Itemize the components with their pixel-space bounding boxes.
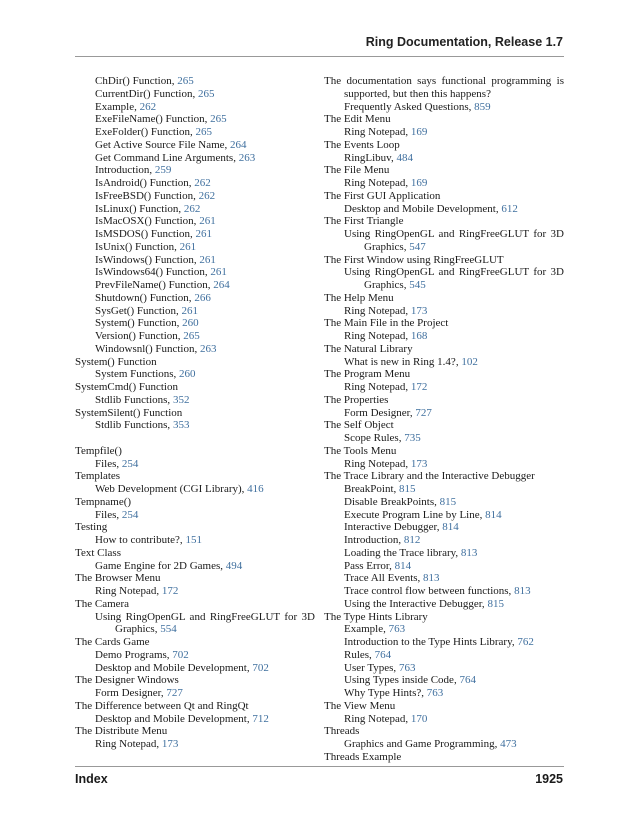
page-link[interactable]: 815: [399, 483, 416, 495]
index-entry-text: IsWindows64() Function,: [95, 266, 211, 279]
page-link[interactable]: 814: [394, 559, 412, 572]
index-subentry: [75, 292, 315, 305]
page-link[interactable]: 702: [172, 648, 189, 661]
index-entry: [75, 356, 315, 369]
index-entry-text: Introduction to the Type Hints Library,: [344, 636, 518, 648]
index-subentry: [324, 521, 564, 534]
index-entry-text: ExeFileName() Function,: [95, 113, 211, 126]
page-link[interactable]: 261: [210, 266, 227, 279]
index-entry: [75, 700, 315, 713]
index-entry-text: The Tools Menu: [324, 444, 397, 457]
index-subentry: [324, 177, 564, 190]
index-entry-text: Disable BreakPoints,: [344, 495, 440, 508]
index-entry-text: The View Menu: [324, 699, 396, 712]
index-entry: [324, 725, 564, 738]
index-subentry: [324, 458, 564, 471]
page-link[interactable]: 151: [185, 534, 202, 546]
page-link[interactable]: 261: [195, 228, 213, 240]
index-entry: [324, 368, 564, 381]
index-subentry: [324, 356, 564, 369]
index-entry: [324, 394, 564, 407]
index-subentry: [75, 662, 315, 675]
index-subentry: [324, 636, 564, 649]
page-link[interactable]: 266: [194, 291, 211, 304]
page-link[interactable]: 812: [403, 534, 421, 546]
index-subentry: [75, 126, 315, 139]
index-entry-text: Get Active Source File Name,: [95, 138, 231, 151]
index-subentry: [324, 266, 564, 292]
running-header-title: Ring Documentation, Release 1.7: [365, 35, 563, 49]
page-link[interactable]: 254: [121, 508, 139, 521]
page-link[interactable]: 762: [517, 636, 534, 648]
index-entry-text: Game Engine for 2D Games,: [95, 559, 226, 572]
page-link[interactable]: 859: [474, 100, 491, 113]
index-entry-text: Ring Notepad,: [344, 712, 411, 725]
page-link[interactable]: 353: [172, 419, 190, 432]
index-entry-text: Rules,: [344, 648, 375, 661]
index-entry-text: SystemSilent() Function: [75, 406, 183, 419]
index-subentry: [75, 75, 315, 88]
page-link[interactable]: 261: [199, 253, 216, 266]
page-link[interactable]: 254: [121, 457, 139, 470]
index-entry-text: The Trace Library and the Interactive Debugger: [324, 470, 535, 483]
index-entry-text: System() Function: [75, 355, 157, 368]
index-entry-text: Introduction,: [344, 534, 404, 546]
index-entry: [324, 343, 564, 356]
index-entry-text: CurrentDir() Function,: [95, 87, 198, 100]
page-link[interactable]: 814: [442, 521, 459, 534]
index-subentry: [75, 343, 315, 356]
index-subentry: [75, 368, 315, 381]
index-entry-text: The Edit Menu: [324, 113, 391, 126]
index-entry: [324, 317, 564, 330]
page-link[interactable]: 172: [161, 585, 179, 597]
index-subentry: [75, 419, 315, 432]
index-entry: [75, 674, 315, 687]
index-entry-text: Execute Program Line by Line,: [344, 508, 486, 521]
index-subentry: [324, 713, 564, 726]
page-link[interactable]: 813: [460, 546, 478, 559]
index-entry-text: ChDir() Function,: [95, 75, 178, 87]
page-link[interactable]: 169: [410, 177, 428, 189]
index-entry: [75, 407, 315, 420]
index-entry-text: Tempfile(): [75, 444, 122, 457]
index-entry-text: Threads Example: [324, 750, 402, 763]
index-subentry: [324, 674, 564, 687]
header-rule: [75, 56, 564, 57]
index-entry: [324, 611, 564, 624]
index-subentry: [75, 317, 315, 330]
index-entry-text: IsLinux() Function,: [95, 202, 184, 215]
index-entry: [75, 445, 315, 458]
index-entry-text: The First Window using RingFreeGLUT: [324, 253, 504, 266]
index-entry-text: BreakPoint,: [344, 483, 399, 495]
index-entry-text: Ring Notepad,: [344, 457, 411, 470]
index-entry-text: The Self Object: [324, 419, 394, 432]
page-link[interactable]: 727: [166, 687, 183, 699]
index-entry: [75, 470, 315, 483]
index-entry-text: ExeFolder() Function,: [95, 126, 196, 138]
index-entry-text: System() Function,: [95, 317, 183, 330]
page-link[interactable]: 612: [501, 202, 518, 215]
index-entry: [75, 496, 315, 509]
index-entry-text: IsWindows() Function,: [95, 253, 200, 266]
footer-section-label: Index: [75, 772, 108, 786]
index-entry-text: Trace control flow between functions,: [344, 585, 515, 597]
index-entry-text: Version() Function,: [95, 330, 184, 342]
page-link[interactable]: 168: [410, 330, 428, 342]
index-entry: [75, 598, 315, 611]
index-subentry: [324, 623, 564, 636]
index-subentry: [324, 534, 564, 547]
page-link[interactable]: 265: [177, 75, 194, 87]
page-link[interactable]: 727: [415, 406, 432, 419]
index-entry-text: IsMacOSX() Function,: [95, 215, 200, 228]
index-entry-text: The File Menu: [324, 164, 390, 177]
page-link[interactable]: 815: [439, 495, 457, 508]
index-subentry: [75, 585, 315, 598]
index-entry: [324, 254, 564, 267]
index-subentry: [75, 215, 315, 228]
index-entry: [75, 381, 315, 394]
index-entry-text: How to contribute?,: [95, 534, 186, 546]
page-link[interactable]: 265: [210, 113, 227, 126]
page-link[interactable]: 262: [183, 202, 201, 215]
index-subentry: [75, 101, 315, 114]
index-entry-text: Text Class: [75, 546, 121, 559]
index-subentry: [324, 407, 564, 420]
index-subentry: [324, 509, 564, 522]
index-entry-text: The Difference between Qt and RingQt: [75, 699, 249, 712]
index-entry-text: Using RingOpenGL and RingFreeGLUT for 3D Graphics,: [344, 266, 564, 291]
index-entry-text: The Program Menu: [324, 368, 411, 381]
footer-page-number: 1925: [535, 772, 563, 786]
index-entry-text: IsUnix() Function,: [95, 240, 180, 253]
index-entry-text: SystemCmd() Function: [75, 381, 178, 393]
page-link[interactable]: 261: [181, 304, 198, 317]
page-link[interactable]: 262: [139, 100, 157, 113]
page-link[interactable]: 265: [197, 87, 215, 100]
index-subentry: [75, 190, 315, 203]
index-entry-text: Shutdown() Function,: [95, 291, 195, 304]
index-entry-text: The Main File in the Project: [324, 317, 449, 330]
index-entry-text: Desktop and Mobile Development,: [95, 712, 253, 725]
index-entry-text: RingLibuv,: [344, 151, 397, 164]
index-entry-text: What is new in Ring 1.4?,: [344, 355, 462, 368]
page-link[interactable]: 169: [410, 126, 428, 138]
index-subentry: [324, 483, 564, 496]
index-subentry: [75, 203, 315, 216]
page-link[interactable]: 261: [199, 215, 216, 228]
index-entry-text: System Functions,: [95, 368, 180, 381]
index-subentry: [75, 139, 315, 152]
index-entry: [75, 572, 315, 585]
page-link[interactable]: 173: [410, 457, 428, 470]
index-entry: [324, 419, 564, 432]
index-entry-text: Windowsnl() Function,: [95, 342, 200, 355]
index-entry-text: The Properties: [324, 393, 389, 406]
index-entry-text: Why Type Hints?,: [344, 687, 427, 699]
page-link[interactable]: 265: [195, 126, 213, 138]
index-entry-text: Tempname(): [75, 495, 132, 508]
page-link[interactable]: 170: [410, 712, 428, 725]
index-entry-text: Using the Interactive Debugger,: [344, 597, 488, 610]
page-link[interactable]: 259: [154, 164, 172, 177]
index-subentry: [75, 560, 315, 573]
index-entry-text: Desktop and Mobile Development,: [344, 202, 502, 215]
index-entry: [324, 700, 564, 713]
page-link[interactable]: 813: [514, 585, 531, 597]
index-entry-text: Trace All Events,: [344, 572, 424, 585]
index-entry: [75, 725, 315, 738]
index-subentry: [324, 330, 564, 343]
page-link[interactable]: 484: [396, 151, 413, 164]
index-entry-text: Interactive Debugger,: [344, 521, 443, 534]
index-subentry: [75, 266, 315, 279]
index-entry-text: The Browser Menu: [75, 572, 161, 585]
page-link[interactable]: 264: [213, 279, 230, 291]
index-entry: [324, 292, 564, 305]
page-link[interactable]: 260: [179, 368, 196, 381]
index-entry-text: Ring Notepad,: [344, 381, 411, 393]
index-subentry: [324, 585, 564, 598]
page-link[interactable]: 102: [461, 355, 478, 368]
index-subentry: [75, 152, 315, 165]
page-link[interactable]: 554: [160, 623, 177, 636]
index-subentry: [75, 228, 315, 241]
index-entry-text: The documentation says functional programming is supported, but then this happens?: [324, 75, 564, 100]
index-entry: [75, 547, 315, 560]
page-link[interactable]: 473: [500, 738, 517, 750]
index-subentry: [324, 152, 564, 165]
page-link[interactable]: 814: [485, 508, 502, 521]
index-subentry: [324, 738, 564, 751]
index-entry-text: The Type Hints Library: [324, 610, 428, 623]
index-entry: [75, 521, 315, 534]
index-entry-text: IsMSDOS() Function,: [95, 228, 196, 240]
page-link[interactable]: 260: [182, 317, 199, 330]
index-entry-text: Ring Notepad,: [95, 585, 162, 597]
index-entry-text: Get Command Line Arguments,: [95, 151, 239, 164]
index-column-left: [75, 75, 315, 751]
index-subentry: [75, 330, 315, 343]
index-entry-text: The Natural Library: [324, 342, 413, 355]
index-subentry: [324, 662, 564, 675]
index-entry-text: Ring Notepad,: [95, 738, 162, 750]
page-link[interactable]: 494: [225, 559, 243, 572]
page-link[interactable]: 763: [398, 661, 416, 674]
index-entry-text: Form Designer,: [344, 406, 416, 419]
index-entry: [324, 751, 564, 764]
index-entry-text: The Camera: [75, 597, 130, 610]
index-entry-text: Files,: [95, 457, 122, 470]
index-entry-text: Demo Programs,: [95, 648, 173, 661]
page-link[interactable]: 764: [459, 674, 476, 687]
index-entry-text: The Designer Windows: [75, 674, 179, 687]
page-link[interactable]: 263: [238, 151, 256, 164]
index-entry-text: SysGet() Function,: [95, 304, 182, 317]
index-entry-text: Ring Notepad,: [344, 330, 411, 342]
index-entry-text: Web Development (CGI Library),: [95, 483, 248, 495]
index-subentry: [324, 649, 564, 662]
index-entry-text: Example,: [344, 623, 389, 636]
page-link[interactable]: 261: [179, 240, 197, 253]
index-subentry: [324, 687, 564, 700]
index-entry: [324, 215, 564, 228]
page-link[interactable]: 763: [388, 623, 406, 636]
index-entry-text: Stdlib Functions,: [95, 419, 173, 432]
index-entry-text: The Events Loop: [324, 138, 400, 151]
index-entry-text: Threads: [324, 725, 360, 738]
index-column-right: [324, 75, 564, 764]
index-entry-text: Desktop and Mobile Development,: [95, 661, 253, 674]
index-subentry: [75, 509, 315, 522]
index-subentry: [324, 432, 564, 445]
page-link[interactable]: 172: [410, 381, 428, 393]
index-subentry: [75, 534, 315, 547]
index-entry-text: Loading the Trace library,: [344, 546, 461, 559]
page-link[interactable]: 815: [487, 597, 504, 610]
index-entry-text: Ring Notepad,: [344, 126, 411, 138]
index-entry-text: Using Types inside Code,: [344, 674, 460, 687]
page-link[interactable]: 763: [426, 687, 444, 699]
index-subentry: [75, 687, 315, 700]
index-entry-text: Example,: [95, 100, 140, 113]
index-subentry: [75, 611, 315, 637]
page-link[interactable]: 173: [410, 304, 428, 317]
index-subentry: [75, 164, 315, 177]
index-subentry: [75, 241, 315, 254]
footer-rule: [75, 766, 564, 767]
index-entry-text: Templates: [75, 470, 121, 483]
index-entry-text: IsFreeBSD() Function,: [95, 189, 199, 202]
index-subentry: [324, 305, 564, 318]
index-entry-text: Testing: [75, 521, 108, 534]
page-link[interactable]: 545: [409, 279, 426, 291]
index-subentry: [324, 203, 564, 216]
index-entry: [324, 75, 564, 101]
index-entry: [324, 139, 564, 152]
index-entry-text: Using RingOpenGL and RingFreeGLUT for 3D Graphics,: [344, 228, 564, 253]
page-link[interactable]: 262: [198, 189, 216, 202]
index-entry-text: Introduction,: [95, 164, 155, 177]
page-link[interactable]: 352: [172, 393, 190, 406]
page-link[interactable]: 262: [194, 177, 211, 189]
index-entry-text: The Help Menu: [324, 291, 394, 304]
index-entry-text: Ring Notepad,: [344, 304, 411, 317]
index-entry: [324, 190, 564, 203]
index-subentry: [324, 547, 564, 560]
page-link[interactable]: 712: [252, 712, 269, 725]
index-entry: [75, 636, 315, 649]
page-link[interactable]: 264: [230, 138, 247, 151]
index-subentry: [75, 177, 315, 190]
index-entry: [324, 445, 564, 458]
page-link[interactable]: 173: [161, 738, 179, 750]
index-entry: [324, 113, 564, 126]
index-entry-text: User Types,: [344, 661, 399, 674]
index-subentry: [324, 560, 564, 573]
index-subentry: [75, 649, 315, 662]
page-link[interactable]: 547: [409, 240, 426, 253]
index-entry-text: The First Triangle: [324, 215, 404, 228]
index-entry-text: Pass Error,: [344, 559, 395, 572]
index-subentry: [75, 254, 315, 267]
index-entry-text: The Distribute Menu: [75, 725, 168, 738]
index-entry-text: Frequently Asked Questions,: [344, 100, 475, 113]
index-subentry: [324, 598, 564, 611]
index-subentry: [75, 394, 315, 407]
index-entry-text: Form Designer,: [95, 687, 167, 699]
index-subentry: [75, 458, 315, 471]
index-entry-text: PrevFileName() Function,: [95, 279, 214, 291]
index-subentry: [75, 738, 315, 751]
index-subentry: [75, 113, 315, 126]
page-link[interactable]: 416: [247, 483, 264, 495]
index-entry-text: Files,: [95, 508, 122, 521]
index-entry-text: Graphics and Game Programming,: [344, 738, 501, 750]
index-subentry: [324, 126, 564, 139]
index-subentry: [324, 228, 564, 254]
index-entry: [324, 470, 564, 483]
index-subentry: [324, 572, 564, 585]
index-subentry: [75, 279, 315, 292]
page-link[interactable]: 702: [252, 661, 269, 674]
index-subentry: [75, 483, 315, 496]
index-entry-text: Ring Notepad,: [344, 177, 411, 189]
page-link[interactable]: 265: [183, 330, 200, 342]
index-subentry: [75, 713, 315, 726]
page-link[interactable]: 263: [199, 342, 217, 355]
index-subentry: [324, 381, 564, 394]
index-subentry: [75, 305, 315, 318]
page-link[interactable]: 735: [404, 432, 421, 444]
page-link[interactable]: 813: [423, 572, 440, 585]
index-subentry: [75, 88, 315, 101]
index-subentry: [324, 496, 564, 509]
page-link[interactable]: 764: [374, 648, 392, 661]
index-entry-text: Scope Rules,: [344, 432, 405, 444]
index-entry-text: Stdlib Functions,: [95, 393, 173, 406]
index-entry: [324, 164, 564, 177]
index-entry-text: The First GUI Application: [324, 189, 441, 202]
index-entry-text: IsAndroid() Function,: [95, 177, 195, 189]
index-entry-text: Using RingOpenGL and RingFreeGLUT for 3D Graphics,: [95, 610, 315, 636]
index-entry-text: The Cards Game: [75, 636, 150, 648]
index-subentry: [324, 101, 564, 114]
